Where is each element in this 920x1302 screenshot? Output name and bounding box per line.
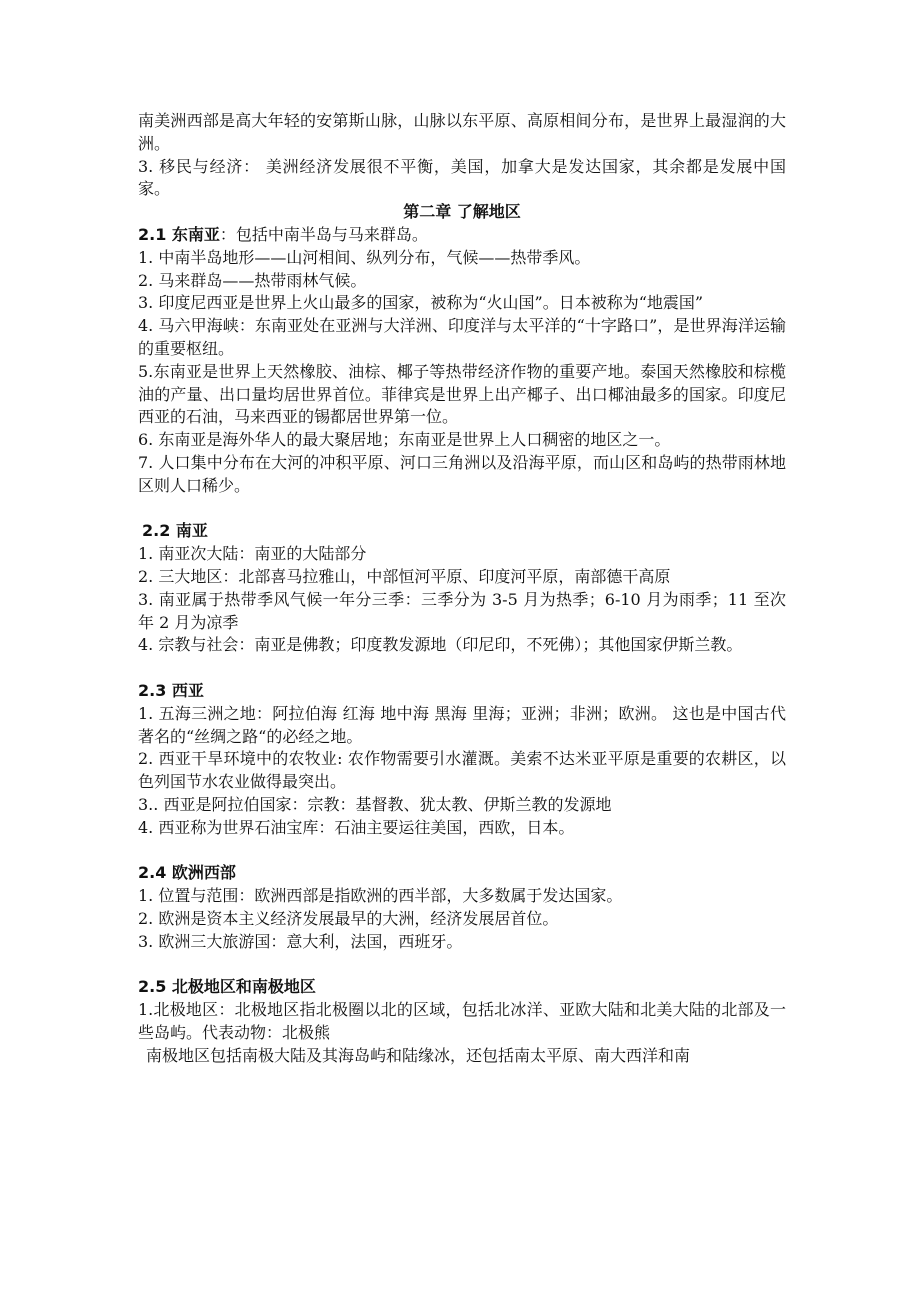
section-2-1-item-1: 1. 中南半岛地形——山河相间、纵列分布，气候——热带季风。: [138, 247, 591, 267]
spacer: [138, 953, 786, 976]
section-2-1-item-4: 4. 马六甲海峡：东南亚处在亚洲与大洋洲、印度洋与太平洋的“十字路口”，是世界海洋运输的重要枢纽。: [138, 316, 786, 358]
section-2-3-item-4: 4. 西亚称为世界石油宝库：石油主要运往美国，西欧，日本。: [138, 817, 575, 837]
intro-paragraph-1: 南美洲西部是高大年轻的安第斯山脉，山脉以东平原、高原相间分布，是世界上最湿润的大洲。: [138, 111, 786, 153]
section-2-1-title: 2.1 东南亚: [138, 224, 220, 244]
section-2-1-heading: [138, 224, 786, 247]
section-2-2-item-1: 1. 南亚次大陆：南亚的大陆部分: [138, 544, 367, 564]
section-2-3-item-1: 1. 五海三洲之地：阿拉伯海 红海 地中海 黑海 里海；亚洲；非洲；欧洲。 这也是中国古代著名的“丝绸之路“的必经之地。: [138, 703, 786, 746]
chapter-title: 第二章 了解地区: [403, 202, 521, 222]
section-2-5-item-2: 南极地区包括南极大陆及其海岛屿和陆缘冰，还包括南太平原、南大西洋和南: [146, 1045, 691, 1065]
section-2-5-title: 2.5 北极地区和南极地区: [138, 977, 316, 997]
intro-paragraph-2: 3. 移民与经济： 美洲经济发展很不平衡，美国，加拿大是发达国家，其余都是发展中国家。: [138, 156, 786, 199]
spacer: [138, 498, 786, 521]
section-2-2-item-3: 3. 南亚属于热带季风气候一年分三季：三季分为 3-5 月为热季；6-10 月为雨季；11 至次年 2 月为凉季: [138, 589, 786, 632]
section-2-3-item-2: 2. 西亚干旱环境中的农牧业: 农作物需要引水灌溉。美索不达米亚平原是重要的农耕区，以色列国节水农业做得最突出。: [138, 749, 786, 792]
section-2-1-intro: ：包括中南半岛与马来群岛。: [219, 224, 428, 244]
section-2-1-item-2: 2. 马来群岛——热带雨林气候。: [138, 270, 367, 290]
section-2-3-title: 2.3 西亚: [138, 680, 204, 700]
section-2-4-title: 2.4 欧洲西部: [138, 863, 236, 883]
spacer: [138, 840, 786, 863]
section-2-4-item-1: 1. 位置与范围：欧洲西部是指欧洲的西半部，大多数属于发达国家。: [138, 886, 623, 906]
section-2-2-item-4: 4. 宗教与社会：南亚是佛教；印度教发源地（印尼印，不死佛）；其他国家伊斯兰教。: [138, 635, 743, 655]
section-2-2-item-2: 2. 三大地区：北部喜马拉雅山，中部恒河平原、印度河平原，南部德干高原: [138, 566, 671, 586]
section-2-1-item-6: 6. 东南亚是海外华人的最大聚居地；东南亚是世界上人口稠密的地区之一。: [138, 430, 671, 450]
document-page: [138, 110, 786, 1067]
section-2-1-item-7: 7. 人口集中分布在大河的冲积平原、河口三角洲以及沿海平原，而山区和岛屿的热带雨林地区则人口稀少。: [138, 452, 786, 495]
section-2-5-item-1: 1.北极地区：北极地区指北极圈以北的区域，包括北冰洋、亚欧大陆和北美大陆的北部及一些岛屿。代表动物：北极熊: [138, 1000, 786, 1042]
section-2-2-title: 2.2 南亚: [142, 521, 208, 541]
section-2-4-item-3: 3. 欧洲三大旅游国：意大利，法国，西班牙。: [138, 931, 463, 951]
section-2-1-item-5: 5.东南亚是世界上天然橡胶、油棕、椰子等热带经济作物的重要产地。泰国天然橡胶和棕榄油的产量、出口量均居世界首位。菲律宾是世界上出产椰子、出口椰油最多的国家。印度尼 西亚的石油，马来西亚的锡都居世界第一位。: [138, 361, 786, 427]
section-2-1-item-3: 3. 印度尼西亚是世界上火山最多的国家，被称为“火山国”。日本被称为“地震国”: [138, 293, 704, 313]
section-2-4-item-2: 2. 欧洲是资本主义经济发展最早的大洲，经济发展居首位。: [138, 908, 559, 928]
spacer: [138, 657, 786, 680]
section-2-3-item-3: 3.. 西亚是阿拉伯国家：宗教：基督教、犹太教、伊斯兰教的发源地: [138, 794, 612, 814]
